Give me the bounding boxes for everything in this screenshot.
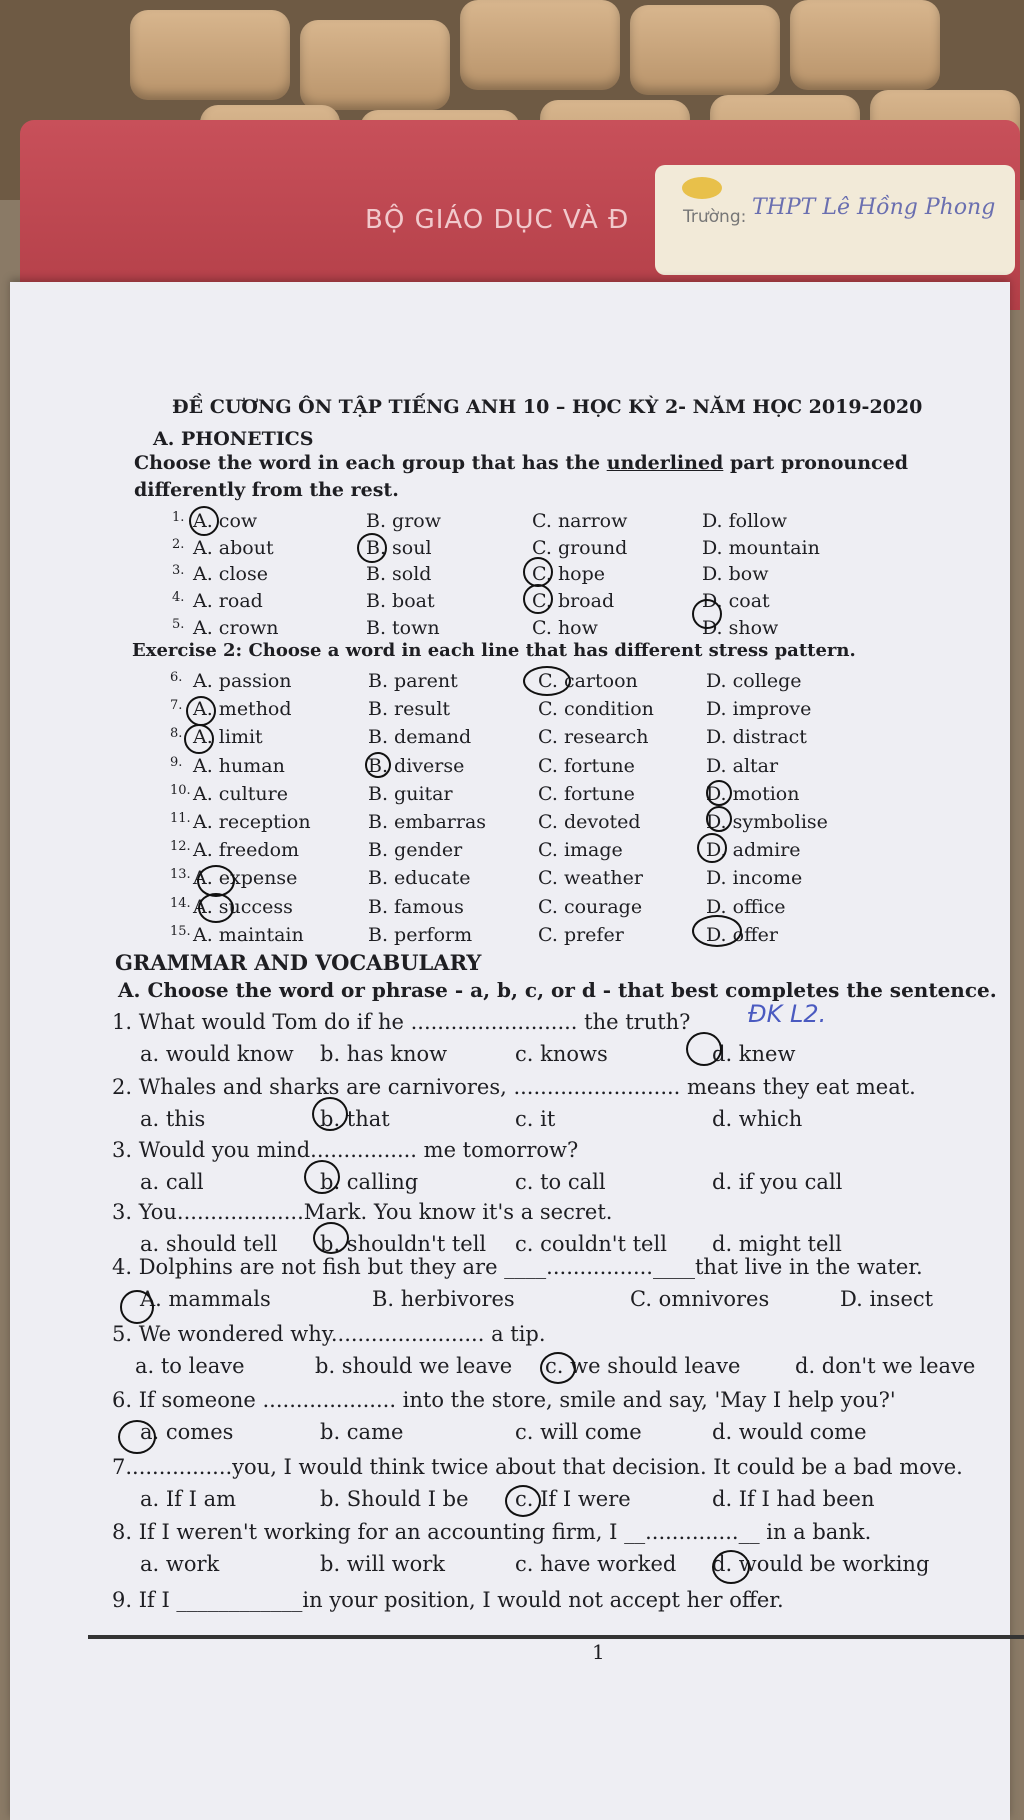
grammar-instruction: A. Choose the word or phrase - a, b, c, or d - that best completes the sentence. bbox=[118, 978, 997, 1002]
answer-circle-icon bbox=[523, 557, 553, 587]
phonetics-option-c: C. narrow bbox=[532, 510, 628, 532]
page-bottom-rule bbox=[88, 1635, 1024, 1639]
answer-option-b: b. came bbox=[320, 1420, 404, 1444]
phonetics-option-b: B. sold bbox=[366, 563, 432, 585]
answer-option-b: b. Should I be bbox=[320, 1487, 469, 1511]
phonetics-option-c: C. hope bbox=[532, 563, 606, 585]
stress-option-d: D. altar bbox=[706, 755, 779, 777]
question-stem: 5. We wondered why....................... a tip. bbox=[112, 1322, 546, 1346]
stress-option-c: C. weather bbox=[538, 867, 643, 889]
school-label: Trường: bbox=[683, 207, 747, 227]
stress-option-b: B. result bbox=[368, 698, 451, 720]
answer-circle-icon bbox=[365, 752, 391, 778]
answer-option-a: a. would know bbox=[140, 1042, 294, 1066]
stress-option-d: D. admire bbox=[706, 839, 801, 861]
stress-option-c: C. fortune bbox=[538, 783, 635, 805]
handwritten-note: ĐK L2. bbox=[748, 1000, 827, 1028]
mat-slat bbox=[460, 0, 620, 90]
question-stem: 1. What would Tom do if he ......................... the truth? bbox=[112, 1010, 691, 1034]
phonetics-option-d: D. follow bbox=[702, 510, 787, 532]
phonetics-option-n: 2. bbox=[172, 537, 185, 552]
question-stem: 3. Would you mind................ me tomorrow? bbox=[112, 1138, 579, 1162]
stress-option-a: A. limit bbox=[193, 726, 263, 748]
answer-circle-icon bbox=[523, 666, 571, 696]
stress-option-n: 9. bbox=[170, 755, 183, 770]
answer-circle-icon bbox=[189, 506, 219, 536]
phonetics-option-c: C. broad bbox=[532, 590, 615, 612]
answer-circle-icon bbox=[186, 696, 216, 726]
answer-option-b: B. herbivores bbox=[372, 1287, 515, 1311]
stress-option-a: A. success bbox=[193, 896, 293, 918]
answer-option-c: c. knows bbox=[515, 1042, 608, 1066]
stress-option-n: 14. bbox=[170, 896, 191, 911]
stress-option-c: C. courage bbox=[538, 896, 643, 918]
phonetics-option-a: A. crown bbox=[193, 617, 279, 639]
stress-option-d: D. motion bbox=[706, 783, 800, 805]
answer-option-a: a. this bbox=[140, 1107, 206, 1131]
phonetics-option-b: B. soul bbox=[366, 537, 432, 559]
phonetics-option-b: B. grow bbox=[366, 510, 441, 532]
answer-circle-icon bbox=[686, 1032, 722, 1066]
stress-option-n: 8. bbox=[170, 726, 183, 741]
phonetics-instruction-cont: differently from the rest. bbox=[134, 479, 399, 501]
answer-option-b: b. has know bbox=[320, 1042, 448, 1066]
stress-option-d: D. college bbox=[706, 670, 802, 692]
answer-option-c: c. will come bbox=[515, 1420, 642, 1444]
stress-option-a: A. method bbox=[193, 698, 292, 720]
phonetics-option-d: D. bow bbox=[702, 563, 769, 585]
answer-option-a: a. call bbox=[140, 1170, 204, 1194]
answer-option-c: C. omnivores bbox=[630, 1287, 770, 1311]
stress-option-c: C. research bbox=[538, 726, 649, 748]
answer-option-d: d. would be working bbox=[712, 1552, 930, 1576]
answer-option-c: c. to call bbox=[515, 1170, 606, 1194]
exercise2-heading: Exercise 2: Choose a word in each line that has different stress pattern. bbox=[132, 640, 856, 661]
stress-option-d: D. office bbox=[706, 896, 786, 918]
stress-option-a: A. expense bbox=[193, 867, 298, 889]
phonetics-option-a: A. cow bbox=[193, 510, 258, 532]
answer-option-a: A. mammals bbox=[140, 1287, 271, 1311]
answer-option-d: d. don't we leave bbox=[795, 1354, 976, 1378]
page-number: 1 bbox=[592, 1640, 605, 1664]
stress-option-a: A. human bbox=[193, 755, 285, 777]
question-stem: 2. Whales and sharks are carnivores, ......................... means they eat meat. bbox=[112, 1075, 916, 1099]
stress-option-b: B. embarras bbox=[368, 811, 487, 833]
question-stem: 3. You...................Mark. You know it's a secret. bbox=[112, 1200, 613, 1224]
answer-option-a: a. work bbox=[140, 1552, 220, 1576]
phonetics-option-d: D. coat bbox=[702, 590, 770, 612]
phonetics-option-a: A. about bbox=[193, 537, 274, 559]
answer-circle-icon bbox=[357, 533, 387, 563]
answer-circle-icon bbox=[706, 780, 732, 806]
question-stem: 4. Dolphins are not fish but they are ____................____that live in the water. bbox=[112, 1255, 923, 1279]
grammar-heading: GRAMMAR AND VOCABULARY bbox=[115, 950, 482, 975]
answer-option-d: d. if you call bbox=[712, 1170, 843, 1194]
stress-option-n: 6. bbox=[170, 670, 183, 685]
phonetics-option-c: C. how bbox=[532, 617, 598, 639]
answer-option-c: c. we should leave bbox=[545, 1354, 741, 1378]
stress-option-c: C. prefer bbox=[538, 924, 624, 946]
answer-option-d: d. which bbox=[712, 1107, 803, 1131]
stress-option-b: B. perform bbox=[368, 924, 473, 946]
stress-option-d: D. symbolise bbox=[706, 811, 828, 833]
phonetics-option-n: 1. bbox=[172, 510, 185, 525]
answer-option-c: c. it bbox=[515, 1107, 556, 1131]
stress-option-b: B. gender bbox=[368, 839, 463, 861]
question-stem: 6. If someone .................... into the store, smile and say, 'May I help you?' bbox=[112, 1388, 896, 1412]
answer-option-d: d. If I had been bbox=[712, 1487, 875, 1511]
answer-circle-icon bbox=[505, 1485, 541, 1517]
stress-option-b: B. guitar bbox=[368, 783, 453, 805]
cover-title: BỘ GIÁO DỤC VÀ Đ bbox=[365, 205, 630, 235]
answer-option-d: d. knew bbox=[712, 1042, 796, 1066]
phonetics-option-a: A. road bbox=[193, 590, 263, 612]
stress-option-n: 12. bbox=[170, 839, 191, 854]
stress-option-b: B. educate bbox=[368, 867, 471, 889]
stress-option-n: 13. bbox=[170, 867, 191, 882]
stress-option-a: A. reception bbox=[193, 811, 311, 833]
phonetics-option-n: 5. bbox=[172, 617, 185, 632]
phonetics-option-n: 3. bbox=[172, 563, 185, 578]
phonetics-instruction: Choose the word in each group that has the underlined part pronounced bbox=[134, 452, 908, 474]
stress-option-c: C. cartoon bbox=[538, 670, 638, 692]
mat-slat bbox=[630, 5, 780, 95]
answer-option-a: a. comes bbox=[140, 1420, 234, 1444]
mat-slat bbox=[300, 20, 450, 110]
stress-option-c: C. image bbox=[538, 839, 623, 861]
stress-option-n: 10. bbox=[170, 783, 191, 798]
question-stem: 7................you, I would think twice about that decision. It could be a bad move. bbox=[112, 1455, 963, 1479]
stress-option-a: A. maintain bbox=[193, 924, 304, 946]
stress-option-n: 11. bbox=[170, 811, 191, 826]
answer-option-c: c. If I were bbox=[515, 1487, 631, 1511]
answer-option-b: b. shouldn't tell bbox=[320, 1232, 487, 1256]
stress-option-c: C. fortune bbox=[538, 755, 635, 777]
document-title: ĐỀ CƯƠNG ÔN TẬP TIẾNG ANH 10 – HỌC KỲ 2- NĂM HỌC 2019-2020 bbox=[172, 396, 923, 418]
answer-circle-icon bbox=[184, 724, 214, 754]
answer-option-d: d. would come bbox=[712, 1420, 867, 1444]
answer-option-b: b. will work bbox=[320, 1552, 445, 1576]
stress-option-d: D. offer bbox=[706, 924, 778, 946]
phonetics-option-a: A. close bbox=[193, 563, 268, 585]
logo-icon bbox=[682, 177, 722, 199]
answer-circle-icon bbox=[523, 584, 553, 614]
answer-circle-icon bbox=[712, 1550, 750, 1584]
answer-option-b: b. that bbox=[320, 1107, 390, 1131]
answer-circle-icon bbox=[697, 833, 727, 863]
phonetics-option-n: 4. bbox=[172, 590, 185, 605]
stress-option-d: D. income bbox=[706, 867, 803, 889]
answer-circle-icon bbox=[692, 599, 722, 629]
phonetics-option-b: B. boat bbox=[366, 590, 435, 612]
answer-option-c: c. couldn't tell bbox=[515, 1232, 667, 1256]
answer-option-a: a. to leave bbox=[135, 1354, 245, 1378]
answer-option-a: a. should tell bbox=[140, 1232, 278, 1256]
answer-circle-icon bbox=[692, 915, 742, 947]
answer-circle-icon bbox=[198, 893, 234, 923]
phonetics-option-d: D. show bbox=[702, 617, 779, 639]
stress-option-d: D. improve bbox=[706, 698, 812, 720]
stress-option-d: D. distract bbox=[706, 726, 807, 748]
phonetics-option-b: B. town bbox=[366, 617, 440, 639]
answer-circle-icon bbox=[313, 1222, 349, 1254]
stress-option-n: 7. bbox=[170, 698, 183, 713]
question-stem: 8. If I weren't working for an accounting firm, I __..............__ in a bank. bbox=[112, 1520, 872, 1544]
stress-option-c: C. condition bbox=[538, 698, 654, 720]
stress-option-b: B. famous bbox=[368, 896, 464, 918]
answer-option-c: c. have worked bbox=[515, 1552, 677, 1576]
answer-circle-icon bbox=[540, 1352, 576, 1384]
stress-option-b: B. parent bbox=[368, 670, 458, 692]
phonetics-option-d: D. mountain bbox=[702, 537, 820, 559]
answer-option-a: a. If I am bbox=[140, 1487, 237, 1511]
answer-circle-icon bbox=[120, 1290, 154, 1324]
stress-option-a: A. passion bbox=[193, 670, 292, 692]
question-stem: 9. If I ____________in your position, I would not accept her offer. bbox=[112, 1588, 784, 1612]
answer-option-d: d. might tell bbox=[712, 1232, 842, 1256]
answer-circle-icon bbox=[706, 806, 732, 832]
answer-circle-icon bbox=[118, 1420, 156, 1454]
answer-circle-icon bbox=[312, 1097, 348, 1131]
mat-slat bbox=[130, 10, 290, 100]
stress-option-a: A. freedom bbox=[193, 839, 300, 861]
stress-option-n: 15. bbox=[170, 924, 191, 939]
answer-option-d: D. insect bbox=[840, 1287, 934, 1311]
phonetics-heading: A. PHONETICS bbox=[153, 428, 314, 450]
stress-option-c: C. devoted bbox=[538, 811, 641, 833]
stress-option-b: B. demand bbox=[368, 726, 472, 748]
mat-slat bbox=[790, 0, 940, 90]
school-handwriting: THPT Lê Hồng Phong bbox=[752, 195, 996, 220]
stress-option-a: A. culture bbox=[193, 783, 288, 805]
phonetics-option-c: C. ground bbox=[532, 537, 628, 559]
stress-option-b: B. diverse bbox=[368, 755, 465, 777]
answer-option-b: b. should we leave bbox=[315, 1354, 513, 1378]
answer-circle-icon bbox=[304, 1160, 340, 1194]
answer-option-b: b. calling bbox=[320, 1170, 419, 1194]
